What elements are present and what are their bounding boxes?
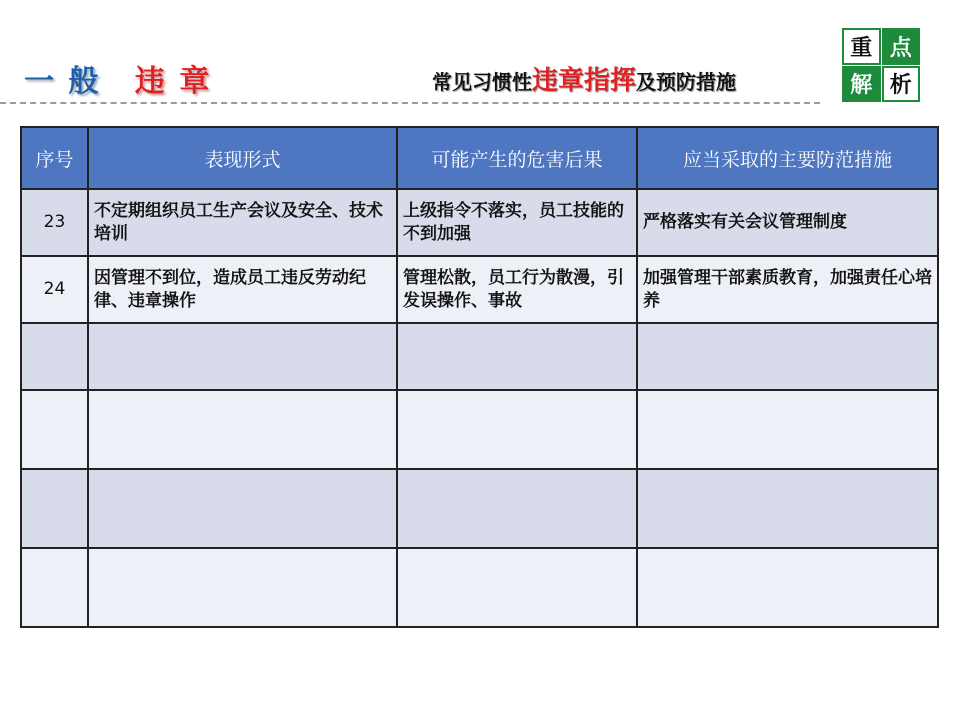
table-row [21, 323, 938, 390]
badge-char-3: 解 [842, 66, 881, 103]
table-row [21, 548, 938, 627]
cell-number [21, 323, 88, 390]
cell-number [21, 548, 88, 627]
cell-harm [397, 390, 637, 469]
badge-char-1: 重 [842, 28, 881, 65]
table-row [21, 189, 938, 256]
page-title [24, 56, 211, 100]
cell-form [88, 390, 397, 469]
cell-number [21, 390, 88, 469]
violation-table [20, 126, 939, 628]
cell-measure: 加强管理干部素质教育，加强责任心培养 [637, 256, 938, 323]
cell-harm: 上级指令不落实，员工技能的不到加强 [397, 189, 637, 256]
cell-form [88, 469, 397, 548]
key-analysis-badge [842, 28, 920, 102]
cell-form [88, 323, 397, 390]
cell-number: 24 [21, 256, 88, 323]
table-row [21, 469, 938, 548]
badge-char-2: 点 [882, 28, 921, 65]
cell-measure [637, 469, 938, 548]
cell-form: 因管理不到位，造成员工违反劳动纪律、违章操作 [88, 256, 397, 323]
cell-measure [637, 323, 938, 390]
header-harm: 可能产生的危害后果 [397, 127, 637, 189]
header-divider [0, 102, 820, 104]
cell-harm [397, 548, 637, 627]
subtitle-highlight: 违章指挥 [532, 66, 637, 96]
cell-form: 不定期组织员工生产会议及安全、技术培训 [88, 189, 397, 256]
title-part-violation: 违 章 [134, 64, 212, 99]
cell-harm: 管理松散，员工行为散漫，引发误操作、事故 [397, 256, 637, 323]
section-subtitle [432, 60, 736, 97]
cell-number: 23 [21, 189, 88, 256]
cell-form [88, 548, 397, 627]
cell-number [21, 469, 88, 548]
table-row [21, 256, 938, 323]
header-measure: 应当采取的主要防范措施 [637, 127, 938, 189]
subtitle-suffix: 及预防措施 [636, 70, 737, 94]
table-header-row [21, 127, 938, 189]
cell-harm [397, 323, 637, 390]
header-form: 表现形式 [88, 127, 397, 189]
title-part-general: 一 般 [24, 64, 101, 99]
subtitle-prefix: 常见习惯性 [432, 70, 532, 94]
cell-measure: 严格落实有关会议管理制度 [637, 189, 938, 256]
badge-char-4: 析 [882, 66, 921, 103]
cell-measure [637, 390, 938, 469]
table-row [21, 390, 938, 469]
cell-measure [637, 548, 938, 627]
header-number: 序号 [21, 127, 88, 189]
cell-harm [397, 469, 637, 548]
